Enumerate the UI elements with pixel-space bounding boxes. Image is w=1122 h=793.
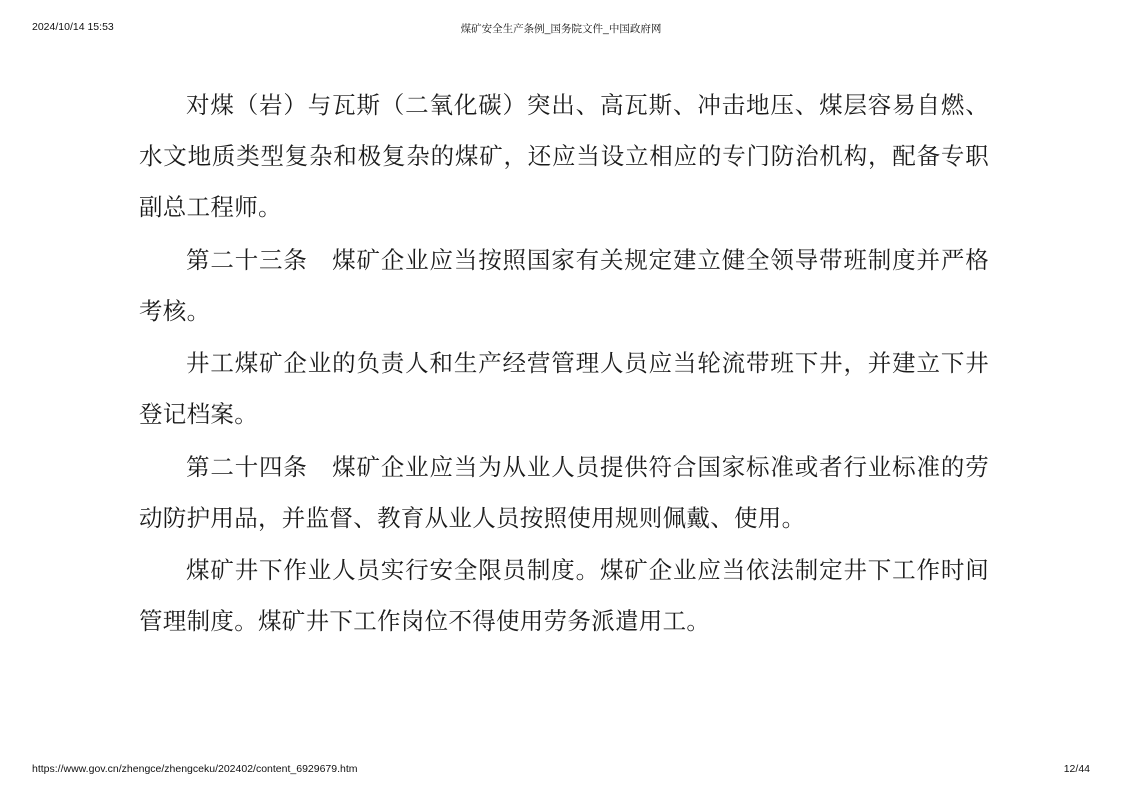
page-url[interactable]: https://www.gov.cn/zhengce/zhengceku/202402/content_6929679.htm <box>32 763 358 775</box>
paragraph-text: 对煤（岩）与瓦斯（二氧化碳）突出、高瓦斯、冲击地压、煤层容易自燃、水文地质类型复杂和极复杂的煤矿，还应当设立相应的专门防治机构，配备专职副总工程师。 <box>139 91 989 221</box>
article-number: 第二十三条 <box>186 245 333 274</box>
paragraph-text: 煤矿井下作业人员实行安全限员制度。煤矿企业应当依法制定井下工作时间管理制度。煤矿井下工作岗位不得使用劳务派遣用工。 <box>139 556 989 636</box>
paragraph-text: 井工煤矿企业的负责人和生产经营管理人员应当轮流带班下井，并建立下井登记档案。 <box>139 349 989 429</box>
page-title: 煤矿安全生产条例_国务院文件_中国政府网 <box>460 23 662 35</box>
paragraph-text: 煤矿企业应当为从业人员提供符合国家标准或者行业标准的劳动防护用品，并监督、教育从业人员按照使用规则佩戴、使用。 <box>139 452 989 532</box>
paragraph-text: 煤矿企业应当按照国家有关规定建立健全领导带班制度并严格考核。 <box>139 245 989 325</box>
page-number: 12/44 <box>1063 763 1090 775</box>
paragraph <box>139 545 989 647</box>
paragraph <box>139 235 989 337</box>
document-body <box>139 80 989 649</box>
print-datetime: 2024/10/14 15:53 <box>32 21 114 33</box>
paragraph <box>139 338 989 440</box>
article-number: 第二十四条 <box>186 452 333 481</box>
print-header <box>32 21 1090 35</box>
print-footer <box>32 763 1090 777</box>
paragraph <box>139 442 989 544</box>
paragraph <box>139 80 989 233</box>
